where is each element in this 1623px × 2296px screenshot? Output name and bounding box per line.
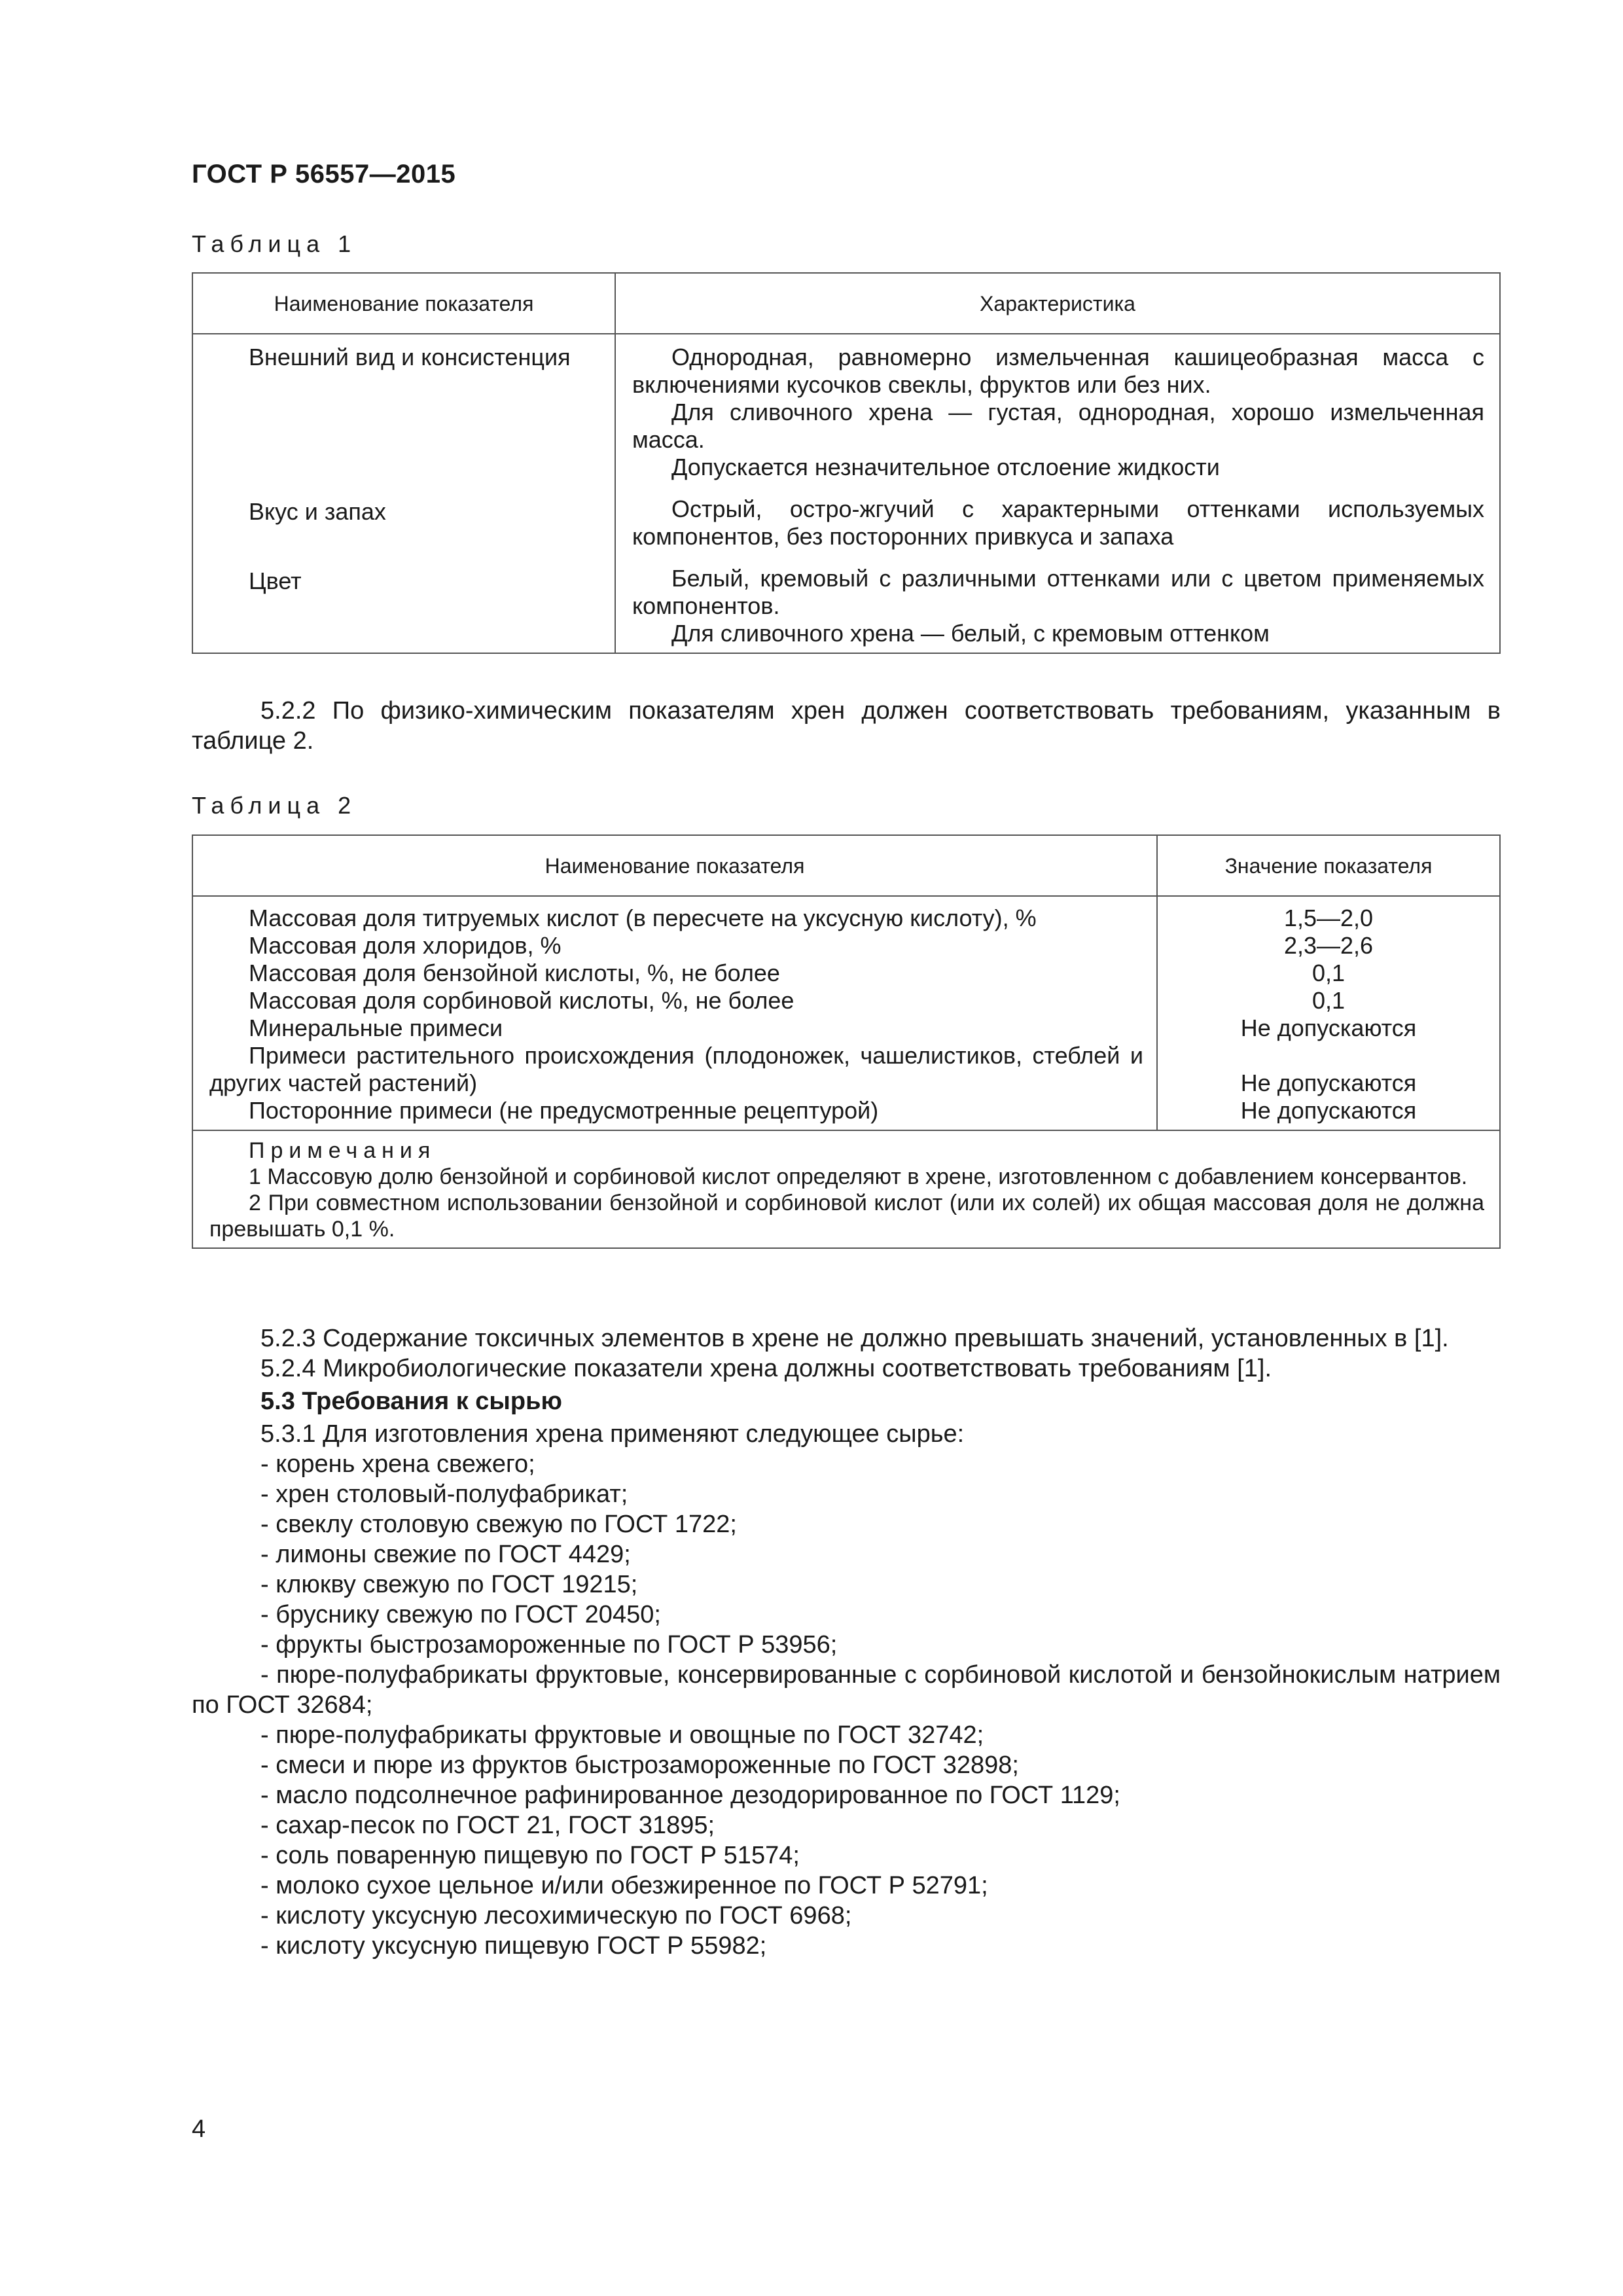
table2-notes-row bbox=[192, 1130, 1500, 1248]
section-heading-5-3: 5.3 Требования к сырью bbox=[260, 1388, 562, 1415]
table2-row-value: Не допускаются bbox=[1240, 1014, 1417, 1041]
table-2 bbox=[192, 834, 1501, 1249]
table1-char-line: Белый, кремовый с различными оттенками или с цветом применяемых компонентов. bbox=[632, 565, 1484, 619]
table2-col-header-value: Значение показателя bbox=[1157, 835, 1500, 896]
list-item: - фрукты быстрозамороженные по ГОСТ Р 53956; bbox=[260, 1631, 838, 1659]
table1-row-name: Внешний вид и консистенция bbox=[249, 344, 571, 370]
table2-row-value: 2,3—2,6 bbox=[1283, 932, 1374, 959]
table2-body bbox=[192, 896, 1500, 1130]
table2-row-name: Массовая доля сорбиновой кислоты, %, не более bbox=[249, 987, 794, 1014]
list-item: - кислоту уксусную пищевую ГОСТ Р 55982; bbox=[260, 1932, 767, 1960]
table1-char-line: Допускается незначительное отслоение жидкости bbox=[671, 454, 1220, 480]
main-text-block bbox=[192, 1323, 1501, 1961]
table1-caption: Таблица 1 bbox=[192, 230, 357, 257]
table2-row-value: 1,5—2,0 bbox=[1283, 905, 1374, 931]
para-522: 5.2.2 По физико-химическим показателям хрен должен соответствовать требованиям, указанным в таблице 2. bbox=[192, 697, 1501, 755]
table2-row-value: Не допускаются bbox=[1240, 1097, 1417, 1124]
table2-notes bbox=[192, 1130, 1500, 1248]
note-item: 1 Массовую долю бензойной и сорбиновой кислот определяют в хрене, изготовленном с добавлением консервантов. bbox=[249, 1164, 1468, 1189]
list-item: - пюре-полуфабрикаты фруктовые, консервированные с сорбиновой кислотой и бензойнокислым натрием по ГОСТ 32684; bbox=[192, 1661, 1501, 1719]
table2-name-column bbox=[192, 896, 1157, 1130]
list-item: - соль поваренную пищевую по ГОСТ Р 51574; bbox=[260, 1842, 800, 1869]
table2-value-column bbox=[1157, 896, 1500, 1130]
notes-title: Примечания bbox=[249, 1138, 437, 1163]
table1-col-header-name: Наименование показателя bbox=[192, 273, 615, 334]
list-item: - лимоны свежие по ГОСТ 4429; bbox=[260, 1541, 631, 1568]
table1-body bbox=[192, 334, 1500, 653]
list-item: - сахар-песок по ГОСТ 21, ГОСТ 31895; bbox=[260, 1812, 715, 1839]
table2-row-name: Массовая доля титруемых кислот (в пересчете на уксусную кислоту), % bbox=[249, 905, 1037, 931]
table1-col-header-characteristic: Характеристика bbox=[615, 273, 1500, 334]
table1-row-name: Цвет bbox=[249, 567, 302, 594]
list-item: - масло подсолнечное рафинированное дезодорированное по ГОСТ 1129; bbox=[260, 1782, 1120, 1809]
table2-col-header-name: Наименование показателя bbox=[192, 835, 1157, 896]
table2-row-value: 0,1 bbox=[1311, 987, 1346, 1014]
table1-char-line: Для сливочного хрена — густая, однородная, хорошо измельченная масса. bbox=[632, 399, 1484, 453]
para-531: 5.3.1 Для изготовления хрена применяют следующее сырье: bbox=[260, 1420, 965, 1448]
table1-char-line: Для сливочного хрена — белый, с кремовым оттенком bbox=[671, 620, 1270, 647]
list-item: - свеклу столовую свежую по ГОСТ 1722; bbox=[260, 1511, 737, 1538]
table2-row-name: Массовая доля хлоридов, % bbox=[249, 932, 562, 959]
paragraph-5-2-2 bbox=[192, 696, 1501, 756]
table1-char-line: Однородная, равномерно измельченная кашицеобразная масса с включениями кусочков свеклы, фруктов или без них. bbox=[632, 344, 1484, 398]
table-1 bbox=[192, 272, 1501, 654]
note-item: 2 При совместном использовании бензойной и сорбиновой кислот (или их солей) их общая массовая доля не должна превышать 0,1 %. bbox=[209, 1191, 1484, 1242]
table1-header-row bbox=[192, 273, 1500, 334]
list-item: - пюре-полуфабрикаты фруктовые и овощные по ГОСТ 32742; bbox=[260, 1721, 984, 1749]
table2-row-value: Не допускаются bbox=[1240, 1069, 1417, 1096]
para-523: 5.2.3 Содержание токсичных элементов в хрене не должно превышать значений, установленных в [1]. bbox=[260, 1325, 1449, 1352]
list-item: - молоко сухое цельное и/или обезжиренное по ГОСТ Р 52791; bbox=[260, 1872, 988, 1899]
table2-row-value: 0,1 bbox=[1311, 960, 1346, 986]
para-524: 5.2.4 Микробиологические показатели хрена должны соответствовать требованиям [1]. bbox=[260, 1355, 1272, 1382]
table1-name-column bbox=[192, 334, 615, 653]
table1-row-name: Вкус и запах bbox=[249, 498, 386, 525]
list-item: - смеси и пюре из фруктов быстрозамороженные по ГОСТ 32898; bbox=[260, 1751, 1019, 1779]
table1-char-line: Острый, остро-жгучий с характерными оттенками используемых компонентов, без посторонних привкуса и запаха bbox=[632, 495, 1484, 550]
table2-row-name: Посторонние примеси (не предусмотренные рецептурой) bbox=[249, 1097, 879, 1124]
table2-caption: Таблица 2 bbox=[192, 792, 357, 819]
list-item: - хрен столовый-полуфабрикат; bbox=[260, 1480, 628, 1508]
page-number: 4 bbox=[192, 2115, 206, 2143]
table2-row-name: Минеральные примеси bbox=[249, 1014, 503, 1041]
list-item: - корень хрена свежего; bbox=[260, 1450, 535, 1478]
table2-row-name: Массовая доля бензойной кислоты, %, не более bbox=[249, 960, 780, 986]
list-item: - кислоту уксусную лесохимическую по ГОСТ 6968; bbox=[260, 1902, 852, 1929]
table1-characteristic-column bbox=[615, 334, 1500, 653]
document-code: ГОСТ Р 56557—2015 bbox=[192, 160, 456, 188]
table2-row-name: Примеси растительного происхождения (плодоножек, чашелистиков, стеблей и других частей растений) bbox=[209, 1042, 1143, 1096]
table2-header-row bbox=[192, 835, 1500, 896]
list-item: - клюкву свежую по ГОСТ 19215; bbox=[260, 1571, 638, 1598]
list-item: - бруснику свежую по ГОСТ 20450; bbox=[260, 1601, 661, 1628]
